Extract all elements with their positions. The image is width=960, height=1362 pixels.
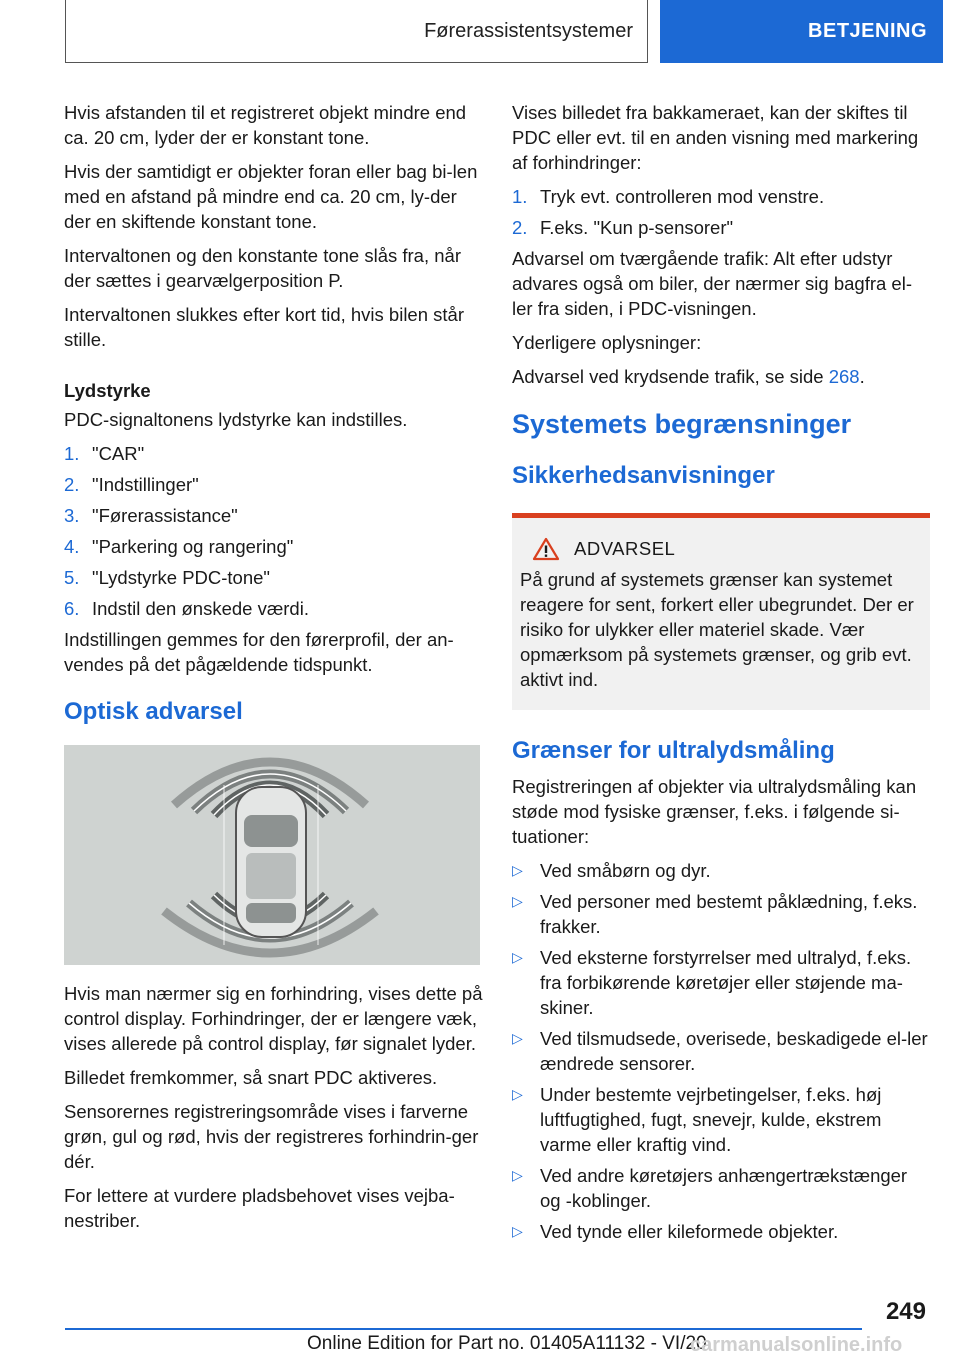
list-item bbox=[512, 1082, 930, 1157]
list-item bbox=[512, 1026, 930, 1076]
bullet-text: Under bestemte vejrbetingelser, f.eks. høj luftfugtighed, fugt, snevejr, kulde, ekstrem varme eller kraftig vind. bbox=[540, 1084, 882, 1155]
paragraph: Hvis der samtidigt er objekter foran eller bag bi-len med en afstand på mindre end ca. 20 cm, ly-der der en skiftende konstant tone. bbox=[64, 161, 478, 232]
optical-warning-heading: Optisk advarsel bbox=[64, 698, 243, 725]
list-item bbox=[64, 472, 484, 497]
bullet-triangle-icon: ▷ bbox=[512, 1030, 523, 1046]
bullet-triangle-icon: ▷ bbox=[512, 893, 523, 909]
step-text: Tryk evt. controlleren mod venstre. bbox=[540, 186, 825, 207]
step-number: 2. bbox=[64, 474, 80, 495]
warning-box bbox=[512, 513, 930, 710]
step-number: 1. bbox=[64, 443, 80, 464]
ultrasound-heading: Grænser for ultralydsmåling bbox=[512, 737, 835, 764]
right-column bbox=[512, 100, 930, 1250]
list-item bbox=[512, 945, 930, 1020]
step-text: "Indstillinger" bbox=[92, 474, 199, 495]
list-item bbox=[512, 1219, 930, 1244]
limitation-list bbox=[512, 858, 930, 1244]
list-item bbox=[512, 858, 930, 883]
limits-heading: Systemets begrænsninger bbox=[512, 409, 852, 439]
paragraph: Sensorernes registreringsområde vises i farverne grøn, gul og rød, hvis der registreres forhindrin-ger dér. bbox=[64, 1101, 479, 1172]
see-also-paragraph bbox=[512, 364, 930, 389]
warning-title: ADVARSEL bbox=[574, 538, 676, 559]
list-item bbox=[64, 503, 484, 528]
pdc-car-illustration bbox=[64, 745, 480, 965]
step-text: "Førerassistance" bbox=[92, 505, 238, 526]
see-also-suffix: . bbox=[859, 366, 865, 387]
display-steps bbox=[512, 184, 930, 240]
watermark: carmanualsonline.info bbox=[690, 1334, 903, 1356]
paragraph: Advarsel om tværgående trafik: Alt efter udstyr advares også om biler, der nærmer sig bagfra el-ler fra siden, i PDC-visningen. bbox=[512, 248, 912, 319]
pdc-display-figure bbox=[64, 745, 480, 965]
bullet-text: Ved andre køretøjers anhængertrækstænger og -koblinger. bbox=[540, 1165, 908, 1211]
paragraph: Registreringen af objekter via ultralydsmåling kan støde mod fysiske grænser, f.eks. i følgende si-tuationer: bbox=[512, 776, 917, 847]
list-item bbox=[512, 1163, 930, 1213]
section-title: Førerassistentsystemer bbox=[424, 19, 633, 42]
bullet-triangle-icon: ▷ bbox=[512, 949, 523, 965]
page-number: 249 bbox=[885, 1298, 926, 1325]
step-text: "Lydstyrke PDC-tone" bbox=[92, 567, 270, 588]
step-number: 6. bbox=[64, 598, 80, 619]
bullet-text: Ved tilsmudsede, overisede, beskadigede el-ler ændrede sensorer. bbox=[540, 1028, 928, 1074]
bullet-text: Ved eksterne forstyrrelser med ultralyd, f.eks. fra forbikørende køretøjer eller støjende ma-skiner. bbox=[540, 947, 912, 1018]
paragraph: Intervaltonen slukkes efter kort tid, hvis bilen står stille. bbox=[64, 304, 464, 350]
step-text: F.eks. "Kun p-sensorer" bbox=[540, 217, 734, 238]
paragraph: Hvis man nærmer sig en forhindring, vises dette på control display. Forhindringer, der er længere væk, vises allerede på control display, før signalet lyder. bbox=[64, 983, 483, 1054]
list-item bbox=[64, 534, 484, 559]
paragraph: Intervaltonen og den konstante tone slås fra, når der sættes i gearvælgerposition P. bbox=[64, 245, 461, 291]
bullet-triangle-icon: ▷ bbox=[512, 862, 523, 878]
paragraph: Billedet fremkommer, så snart PDC aktiveres. bbox=[64, 1067, 438, 1088]
paragraph: Hvis afstanden til et registreret objekt mindre end ca. 20 cm, lyder der er konstant tone. bbox=[64, 102, 467, 148]
bullet-text: Ved småbørn og dyr. bbox=[540, 860, 711, 881]
list-item bbox=[64, 596, 484, 621]
safety-heading: Sikkerhedsanvisninger bbox=[512, 462, 775, 489]
page-link[interactable]: 268 bbox=[828, 366, 860, 387]
step-text: "CAR" bbox=[92, 443, 145, 464]
bullet-triangle-icon: ▷ bbox=[512, 1167, 523, 1183]
list-item bbox=[512, 889, 930, 939]
step-text: "Parkering og rangering" bbox=[92, 536, 294, 557]
warning-triangle-icon bbox=[532, 537, 560, 561]
step-number: 2. bbox=[512, 217, 528, 238]
step-number: 1. bbox=[512, 186, 528, 207]
bullet-text: Ved personer med bestemt påklædning, f.eks. frakker. bbox=[540, 891, 918, 937]
list-item bbox=[64, 441, 484, 466]
step-text: Indstil den ønskede værdi. bbox=[92, 598, 309, 619]
paragraph: For lettere at vurdere pladsbehovet vises vejba-nestriber. bbox=[64, 1185, 455, 1231]
chapter-title: BETJENING bbox=[808, 20, 927, 42]
step-number: 3. bbox=[64, 505, 80, 526]
paragraph: Indstillingen gemmes for den førerprofil, der an-vendes på det pågældende tidspunkt. bbox=[64, 629, 454, 675]
paragraph: Vises billedet fra bakkameraet, kan der skiftes til PDC eller evt. til en anden visning med markering af forhindringer: bbox=[512, 102, 919, 173]
volume-heading: Lydstyrke bbox=[64, 380, 151, 401]
edition-text: Online Edition for Part no. 01405A11132 - VI/20 bbox=[307, 1333, 707, 1354]
list-item bbox=[512, 184, 930, 209]
warning-text: På grund af systemets grænser kan systemet reagere for sent, forkert eller ubegrundet. Der er risiko for ulykker eller materiel skade. Vær opmærksom på systemets grænser, og grib evt. aktivt ind. bbox=[520, 569, 914, 690]
bullet-text: Ved tynde eller kileformede objekter. bbox=[540, 1221, 839, 1242]
list-item bbox=[64, 565, 484, 590]
footer-divider bbox=[65, 1328, 862, 1330]
see-also-text: Advarsel ved krydsende trafik, se side bbox=[512, 366, 829, 387]
header-chapter-tab[interactable] bbox=[660, 0, 943, 63]
warning-header bbox=[520, 536, 920, 561]
left-column bbox=[64, 100, 484, 1242]
step-number: 4. bbox=[64, 536, 80, 557]
header-section bbox=[65, 0, 648, 63]
step-number: 5. bbox=[64, 567, 80, 588]
list-item bbox=[512, 215, 930, 240]
paragraph: Yderligere oplysninger: bbox=[512, 332, 702, 353]
volume-steps bbox=[64, 441, 484, 621]
bullet-triangle-icon: ▷ bbox=[512, 1086, 523, 1102]
paragraph: PDC-signaltonens lydstyrke kan indstilles. bbox=[64, 409, 408, 430]
bullet-triangle-icon: ▷ bbox=[512, 1223, 523, 1239]
